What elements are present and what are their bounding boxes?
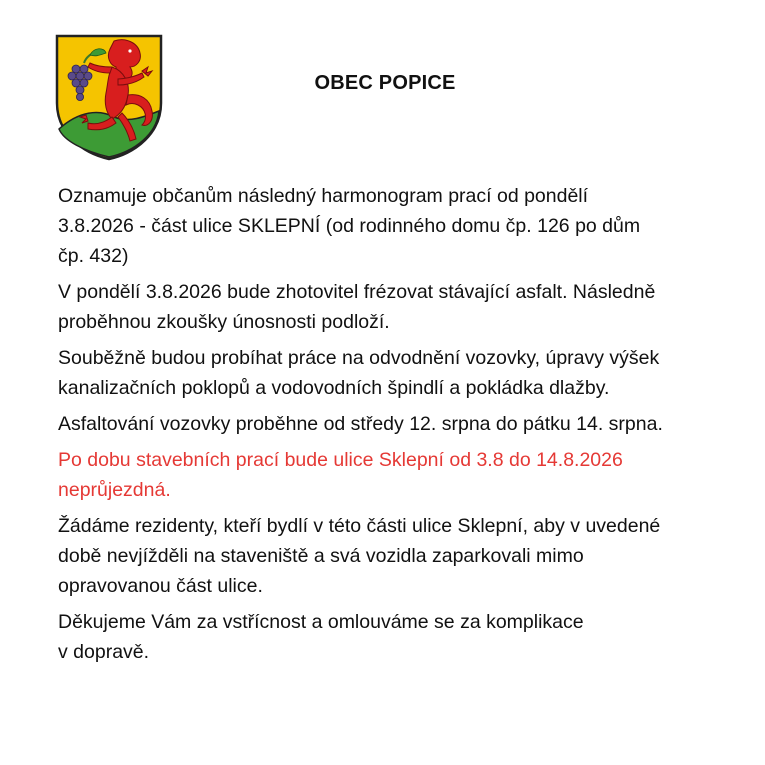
notice-body: [58, 181, 723, 673]
text-line: kanalizačních poklopů a vodovodních špindlí a pokládka dlažby.: [58, 377, 610, 399]
paragraph-schedule-intro: [58, 181, 723, 271]
paragraph-drainage: [58, 343, 723, 403]
text-line: Děkujeme Vám za vstřícnost a omlouváme se za komplikace: [58, 611, 584, 633]
paragraph-residents-request: [58, 511, 723, 601]
text-line: opravovanou část ulice.: [58, 575, 263, 597]
paragraph-milling: [58, 277, 723, 337]
text-line: Po dobu stavebních prací bude ulice Sklepní od 3.8 do 14.8.2026: [58, 449, 623, 471]
text-line: Oznamuje občanům následný harmonogram prací od pondělí: [58, 185, 589, 207]
text-line: V pondělí 3.8.2026 bude zhotovitel frézovat stávající asfalt. Následně: [58, 281, 656, 303]
coat-of-arms-icon: [54, 33, 164, 161]
text-line: neprůjezdná.: [58, 479, 171, 501]
text-line: Žádáme rezidenty, kteří bydlí v této části ulice Sklepní, aby v uvedené: [58, 515, 661, 537]
text-line: 3.8.2026 - část ulice SKLEPNÍ (od rodinného domu čp. 126 po dům: [58, 215, 641, 237]
paragraph-asphalt: [58, 409, 723, 439]
paragraph-closure-warning: [58, 445, 723, 505]
text-line: Souběžně budou probíhat práce na odvodnění vozovky, úpravy výšek: [58, 347, 660, 369]
text-line: proběhnou zkoušky únosnosti podloží.: [58, 311, 390, 333]
text-line: době nevjížděli na staveniště a svá vozidla zaparkovali mimo: [58, 545, 584, 567]
paragraph-thanks: [58, 607, 723, 667]
text-line: Asfaltování vozovky proběhne od středy 12. srpna do pátku 14. srpna.: [58, 413, 663, 435]
page-title: OBEC POPICE: [314, 72, 456, 94]
text-line: v dopravě.: [58, 641, 150, 663]
text-line: čp. 432): [58, 245, 129, 267]
